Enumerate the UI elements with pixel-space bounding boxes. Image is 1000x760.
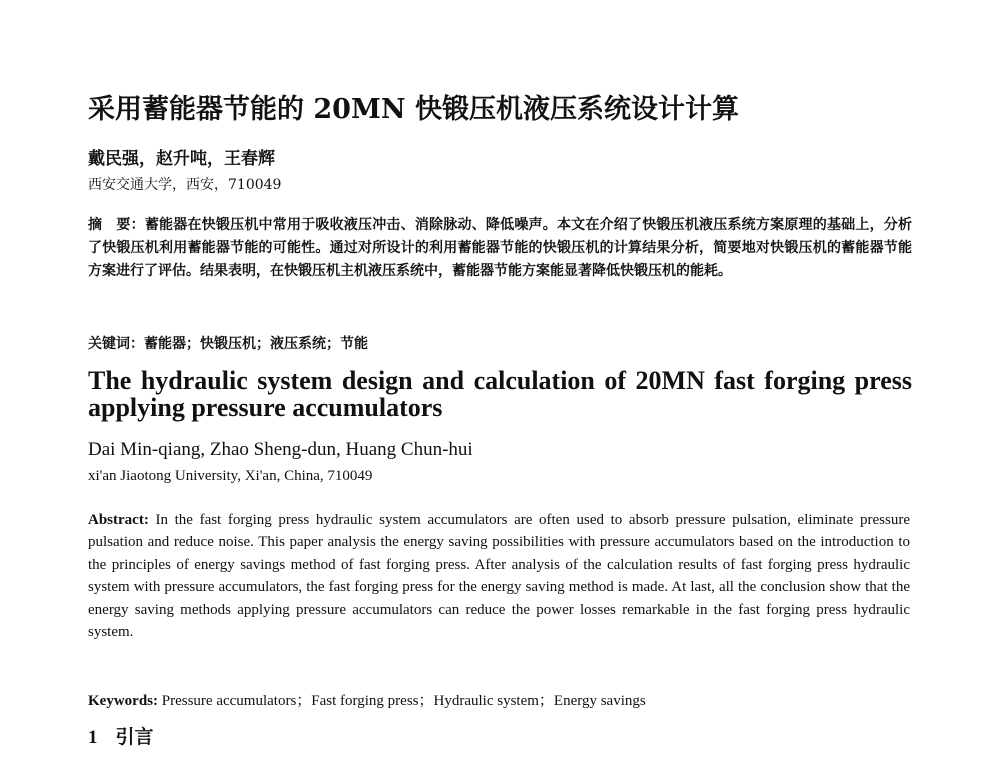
english-keywords-text: Pressure accumulators；Fast forging press；Hydraulic system；Energy savings (161, 693, 646, 709)
chinese-keywords (88, 333, 368, 355)
chinese-affiliation: 西安交通大学，西安，710049 (88, 177, 282, 193)
chinese-abstract-text: 蓄能器在快锻压机中常用于吸收液压冲击、消除脉动、降低噪声。本文在介绍了快锻压机液压系统方案原理的基础上，分析了快锻压机利用蓄能器节能的可能性。通过对所设计的利用蓄能器节能的快锻压机的计算结果分析，简要地对快锻压机的蓄能器节能方案进行了评估。结果表明，在快锻压机主机液压系统中，蓄能器节能方案能显著降低快锻压机的能耗。 (88, 217, 912, 279)
english-keywords (88, 690, 646, 712)
chinese-keywords-text: 蓄能器；快锻压机；液压系统；节能 (144, 336, 368, 352)
english-abstract-label: Abstract: (88, 512, 149, 528)
english-abstract-text: In the fast forging press hydraulic system accumulators are often used to absorb pressure pulsation, eliminate pressure pulsation and reduce noise. This paper analysis the energy saving possibilities with pressure accumulators based on the introduction to the principles of energy savings method of fast forging press. After analysis of the calculation results of fast forging press hydraulic system with pressure accumulators, the fast forging press for the energy saving method is made. At last, all the conclusion show that the energy saving methods applying pressure accumulators can reduce the power losses remarkable in the fast forging press hydraulic system. (88, 512, 910, 641)
section-heading (88, 724, 154, 751)
english-title: The hydraulic system design and calculation of 20MN fast forging press applying pressure accumulators (88, 366, 912, 422)
chinese-keywords-label: 关键词： (88, 336, 144, 352)
english-affiliation: xi'an Jiaotong University, Xi'an, China, 710049 (88, 468, 373, 484)
section-title: 引言 (115, 726, 154, 748)
chinese-abstract (88, 214, 912, 283)
english-keywords-label: Keywords: (88, 693, 158, 709)
english-authors: Dai Min-qiang, Zhao Sheng-dun, Huang Chun-hui (88, 439, 473, 460)
chinese-authors: 戴民强，赵升吨，王春辉 (88, 149, 275, 169)
english-abstract (88, 509, 910, 643)
chinese-title: 采用蓄能器节能的 20MN 快锻压机液压系统设计计算 (88, 94, 739, 125)
chinese-abstract-label: 摘 要： (88, 217, 145, 233)
section-number: 1 (88, 727, 98, 748)
